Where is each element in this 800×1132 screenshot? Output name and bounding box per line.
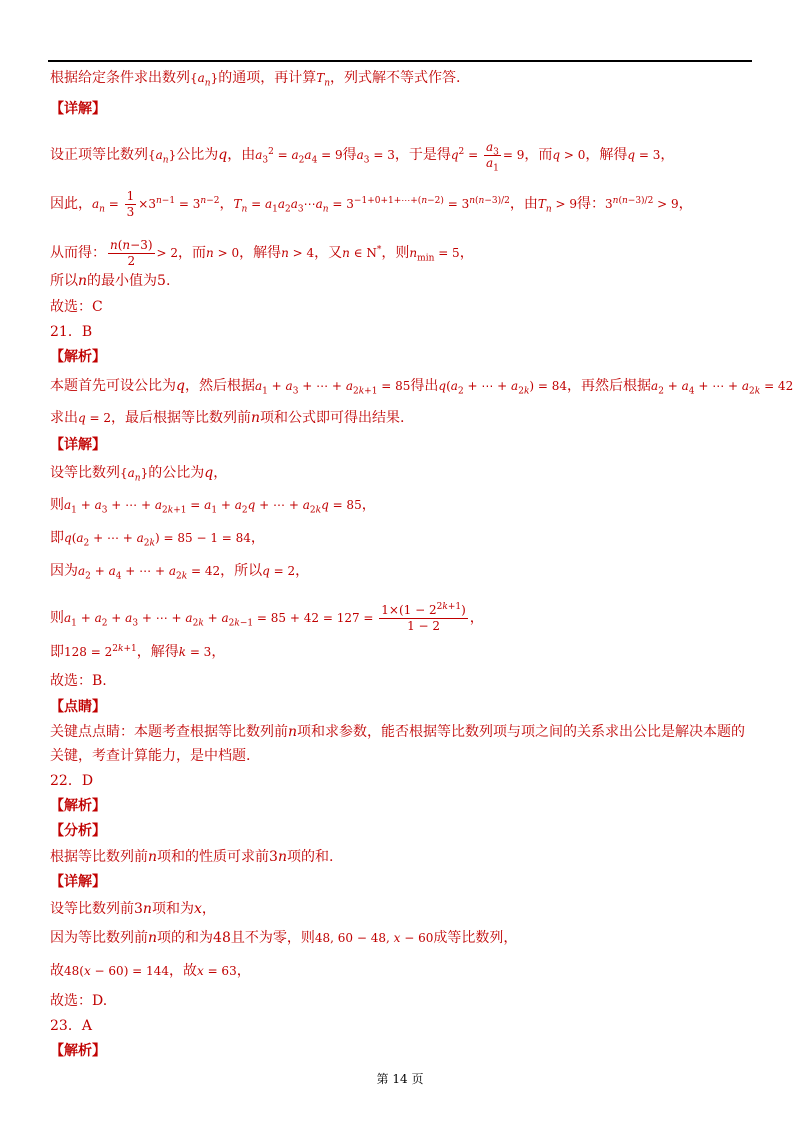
text-line: 即$q(a_2$ + ⋯ + $a_{2k}) = 85 - 1 = 84$， [50,530,265,549]
text-line: 即$128 = 2^{2k+1}$，解得k = 3， [50,644,226,660]
text-line: 所以n的最小值为5. [50,273,171,289]
text-line: 关键，考查计算能力，是中档题. [50,748,251,764]
text-line: 求出q = 2，最后根据等比数列前n项和公式即可得出结果. [50,410,405,426]
text-line: 设等比数列前3n项和为x， [50,901,216,917]
text-line: 因此，$a_n$ = $\frac{1}{3}$ $\times 3^{n-1} = 3^{n-2}$，$T_n$ = $a_1a_2a_3\cdots a_n = 3^{-1+0+1+\cdots+(n-2)} = 3^{n(n-3)/2}$，由$T_n > 9$得：$3^{n(n-3)/2} > 9$， [50,189,693,219]
text-line: 设正项等比数列$\{a_n\}$公比为q，由$a_3^2 = a_2a_4 = 9$得$a_3 = 3$，于是得$q^2$ = $\frac{a_3}{a_1}$ = 9，而q > 0，解得q = 3， [50,140,675,174]
text-line: 根据给定条件求出数列$\{a_n\}$的通项，再计算$T_n$，列式解不等式作答. [50,70,461,89]
text-line: 因为等比数列前n项的和为48且不为零，则48, 60 − 48, x − 60成等比数列， [50,930,518,946]
text-line: 故选：C [50,299,103,315]
question-number: 22．D [50,773,94,789]
text-line: 从而得： $\frac{n(n-3)}{2}$ > 2，而n > 0，解得n > 4，又n ∈ N*，则$n_{min} = 5$， [50,238,474,268]
text-line: 设等比数列$\{a_n\}$的公比为q， [50,465,228,484]
text-line: 因为$a_2 + a_4$ + ⋯ + $a_{2k} = 42$，所以q = 2， [50,563,310,582]
text-line: 则$a_1 + a_2 + a_3$ + ⋯ + $a_{2k} + a_{2k-1} = 85 + 42 = 127$ = $\frac{1\times(1 - 2^{2k+1})}{1 - 2}$ ， [50,602,484,633]
text-line: 故选：D. [50,993,108,1009]
page-footer: 第 14 页 [376,1072,424,1086]
text-line: 故选：B. [50,673,107,689]
section-label: 【点睛】 [50,699,106,715]
section-label: 【详解】 [50,874,106,890]
question-number: 21．B [50,324,93,340]
text-line: 根据等比数列前n项和的性质可求前3n项的和. [50,849,334,865]
section-label: 【详解】 [50,437,106,453]
text-line: 本题首先可设公比为q，然后根据$a_1 + a_3$ + ⋯ + $a_{2k+1} = 85$得出$q(a_2$ + ⋯ + $a_{2k}) = 84$，再然后根据$a_2 + a_4$ + ⋯ + $a_{2k} = 42$ [50,378,794,397]
question-number: 23．A [50,1018,92,1034]
header-rule [48,60,752,62]
section-label: 【分析】 [50,823,106,839]
section-label: 【解析】 [50,1043,106,1059]
text-line: 则$a_1 + a_3$ + ⋯ + $a_{2k+1} = a_1 + a_2q$ + ⋯ + $a_{2k}q = 85$， [50,497,376,516]
section-label: 【解析】 [50,798,106,814]
section-label: 【详解】 [50,101,106,117]
text-line: 故48(x − 60) = 144，故x = 63， [50,963,251,979]
section-label: 【解析】 [50,349,106,365]
text-line: 关键点点睛：本题考查根据等比数列前n项和求参数，能否根据等比数列项与项之间的关系求出公比是解决本题的 [50,724,746,740]
